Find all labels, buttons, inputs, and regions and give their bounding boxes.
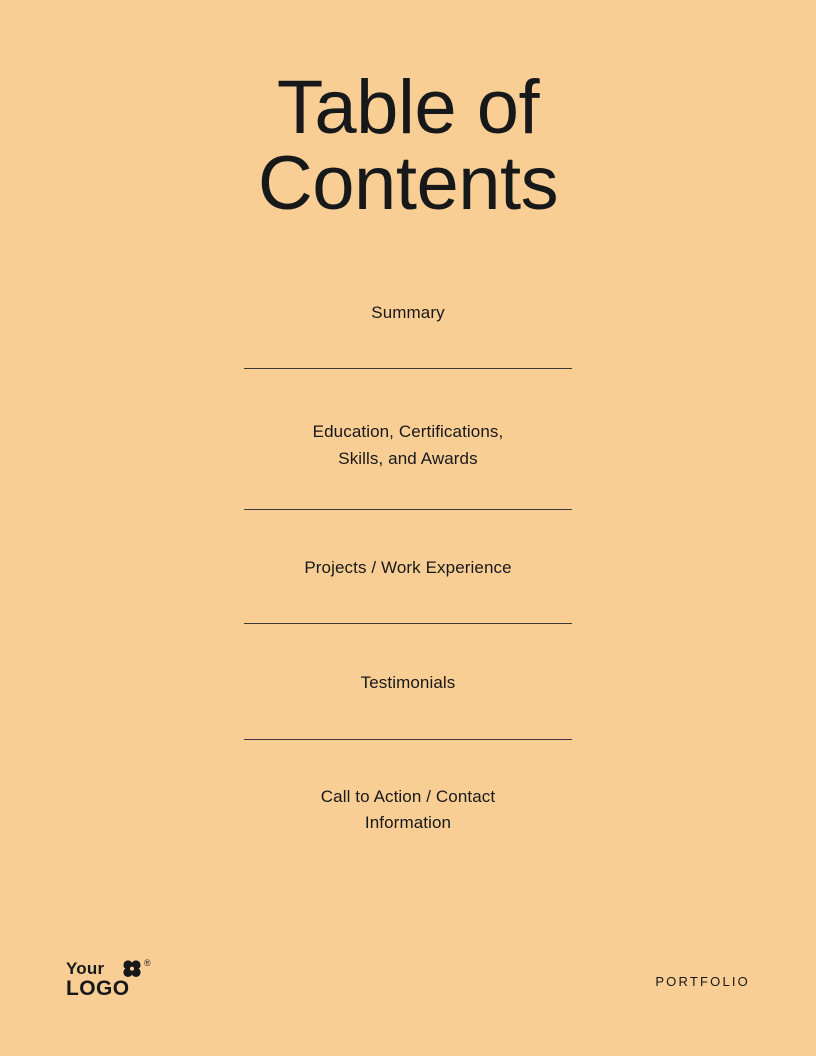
spacer	[244, 510, 572, 555]
spacer	[244, 740, 572, 784]
toc-entry-label: Education, Certifications,	[312, 422, 504, 442]
page-title-line-1: Table of	[276, 65, 540, 150]
spacer	[244, 326, 572, 368]
toc-entry-label: Testimonials	[360, 673, 456, 693]
registered-mark: ®	[144, 958, 151, 968]
table-of-contents	[244, 300, 572, 836]
toc-entry[interactable]	[244, 555, 572, 581]
toc-entry[interactable]	[244, 300, 572, 326]
logo	[66, 960, 206, 1004]
footer-label: PORTFOLIO	[655, 974, 750, 989]
spacer	[244, 472, 572, 509]
toc-entry-label: Call to Action / Contact	[320, 786, 496, 806]
logo-top-word: Your	[66, 959, 105, 978]
spacer	[244, 369, 572, 419]
toc-entry-label: Projects / Work Experience	[304, 558, 512, 578]
toc-entry[interactable]	[244, 784, 572, 837]
spacer	[244, 624, 572, 670]
logo-bottom-word: LOGO	[66, 977, 130, 1000]
toc-entry[interactable]	[244, 419, 572, 472]
spacer	[244, 697, 572, 739]
page-title	[0, 65, 816, 226]
logo-flower-icon	[123, 960, 141, 977]
toc-entry-label-line-2: Skills, and Awards	[338, 448, 478, 468]
toc-entry-label-line-2: Information	[364, 813, 452, 833]
toc-entry[interactable]	[244, 670, 572, 696]
spacer	[244, 581, 572, 623]
page-title-line-2: Contents	[257, 141, 559, 226]
toc-entry-label: Summary	[371, 303, 445, 322]
